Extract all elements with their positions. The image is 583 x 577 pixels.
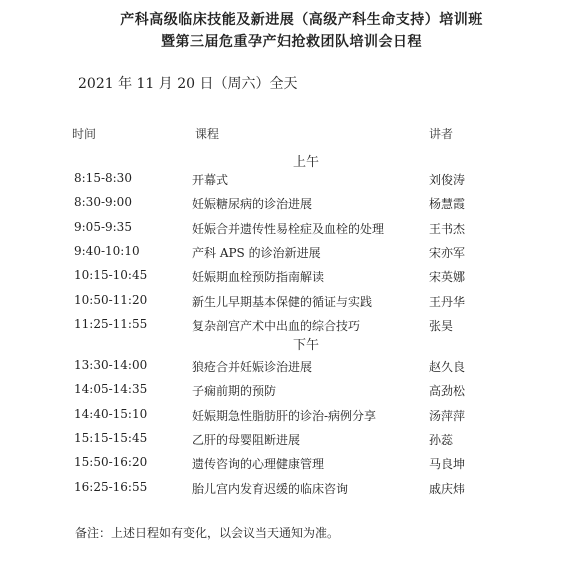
course-cell: 妊娠期急性脂肪肝的诊治-病例分享 bbox=[192, 408, 377, 423]
time-cell: 13:30-14:00 bbox=[74, 358, 148, 372]
note: 备注：上述日程如有变化，以会议当天通知为准。 bbox=[75, 526, 340, 540]
title-line-1: 产科高级临床技能及新进展（高级产科生命支持）培训班 bbox=[120, 12, 483, 28]
course-cell: 新生儿早期基本保健的循证与实践 bbox=[192, 294, 373, 309]
speaker-cell: 宋亦军 bbox=[429, 245, 466, 260]
title-line-2: 暨第三届危重孕产妇抢救团队培训会日程 bbox=[161, 34, 422, 50]
time-cell: 16:25-16:55 bbox=[74, 479, 148, 494]
course-cell: 子痫前期的预防 bbox=[192, 384, 277, 399]
speaker-cell: 杨慧霞 bbox=[429, 197, 466, 212]
course-cell: 妊娠合并遗传性易栓症及血栓的处理 bbox=[192, 221, 385, 236]
header-speaker: 讲者 bbox=[429, 127, 454, 141]
time-cell: 9:05-9:35 bbox=[74, 219, 132, 234]
speaker-cell: 张昊 bbox=[429, 318, 454, 333]
course-cell: 狼疮合并妊娠诊治进展 bbox=[192, 360, 313, 374]
course-cell: 妊娠期血栓预防指南解读 bbox=[192, 270, 325, 285]
speaker-cell: 刘俊涛 bbox=[429, 173, 466, 187]
header-course: 课程 bbox=[195, 127, 220, 141]
schedule-row bbox=[0, 358, 583, 380]
course-cell: 妊娠糖尿病的诊治进展 bbox=[192, 197, 313, 212]
speaker-cell: 马良坤 bbox=[429, 457, 466, 472]
schedule-row bbox=[0, 268, 583, 290]
time-cell: 15:15-15:45 bbox=[74, 430, 148, 445]
time-cell: 15:50-16:20 bbox=[74, 455, 148, 470]
schedule-row bbox=[0, 317, 583, 339]
speaker-cell: 孙蕊 bbox=[429, 432, 454, 447]
course-cell: 复杂剖宫产术中出血的综合技巧 bbox=[192, 318, 361, 333]
session-afternoon-label: 下午 bbox=[293, 338, 320, 353]
course-cell: 乙肝的母婴阻断进展 bbox=[192, 432, 301, 447]
time-cell: 8:15-8:30 bbox=[74, 171, 132, 185]
course-cell: 遗传咨询的心理健康管理 bbox=[192, 457, 325, 472]
schedule-row bbox=[0, 171, 583, 193]
time-cell: 14:40-15:10 bbox=[74, 406, 148, 421]
schedule-row bbox=[0, 220, 583, 242]
session-morning-label: 上午 bbox=[293, 155, 320, 170]
course-cell: 开幕式 bbox=[192, 173, 229, 187]
speaker-cell: 王丹华 bbox=[429, 294, 466, 309]
schedule-row bbox=[0, 293, 583, 315]
time-cell: 8:30-9:00 bbox=[74, 195, 132, 210]
schedule-row bbox=[0, 382, 583, 404]
speaker-cell: 宋英娜 bbox=[429, 270, 466, 285]
schedule-row bbox=[0, 480, 583, 502]
speaker-cell: 赵久良 bbox=[429, 360, 466, 374]
speaker-cell: 王书杰 bbox=[429, 221, 466, 236]
course-cell: 产科 APS 的诊治新进展 bbox=[192, 245, 321, 260]
date-line: 2021 年 11 月 20 日（周六）全天 bbox=[78, 76, 298, 92]
schedule-row bbox=[0, 455, 583, 477]
time-cell: 10:15-10:45 bbox=[74, 268, 148, 283]
header-time: 时间 bbox=[72, 127, 97, 141]
time-cell: 14:05-14:35 bbox=[74, 382, 148, 397]
speaker-cell: 高劲松 bbox=[429, 384, 466, 399]
schedule-row bbox=[0, 244, 583, 266]
course-cell: 胎儿宫内发育迟缓的临床咨询 bbox=[192, 481, 349, 496]
speaker-cell: 汤萍萍 bbox=[429, 408, 466, 423]
time-cell: 11:25-11:55 bbox=[74, 316, 148, 331]
speaker-cell: 戚庆炜 bbox=[429, 481, 466, 496]
schedule-row bbox=[0, 431, 583, 453]
time-cell: 10:50-11:20 bbox=[74, 292, 148, 307]
time-cell: 9:40-10:10 bbox=[74, 243, 140, 258]
schedule-row bbox=[0, 407, 583, 429]
schedule-row bbox=[0, 195, 583, 217]
